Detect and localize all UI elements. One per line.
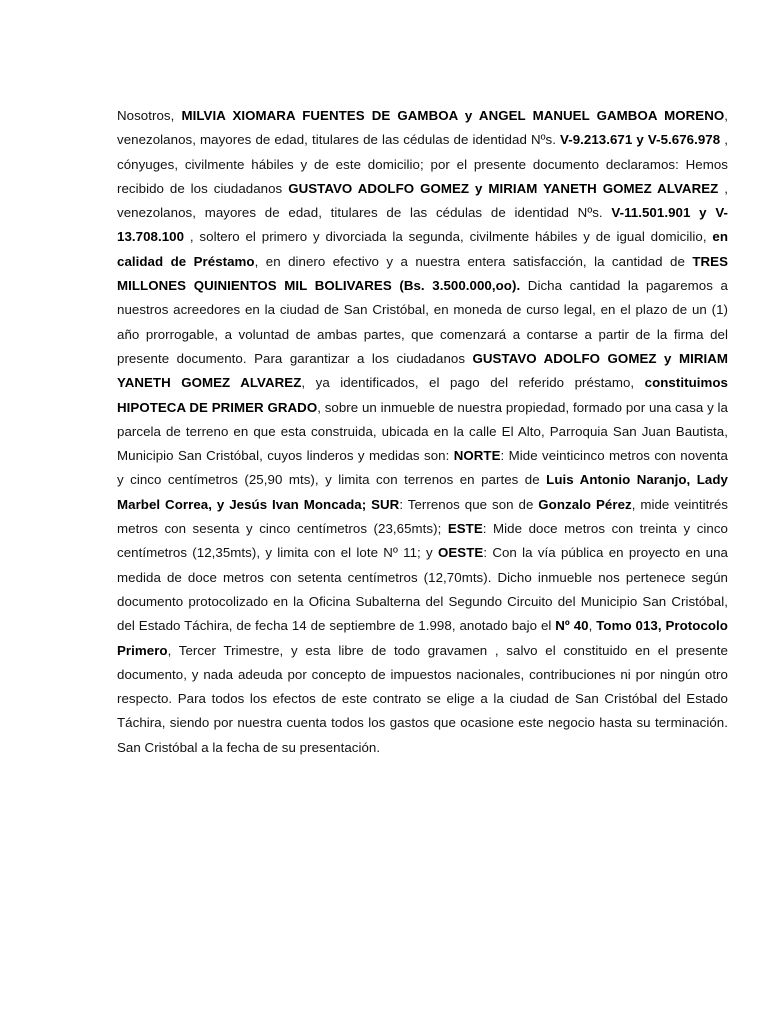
bold-text-segment: GUSTAVO ADOLFO GOMEZ y MIRIAM YANETH GOMEZ ALVAREZ <box>288 180 719 196</box>
text-segment: : Mide doce metros con treinta y cinco centímetros (12,35mts), y limita con el lote Nº 11; y <box>117 521 728 561</box>
bold-text-segment: Luis Antonio Naranjo, Lady Marbel Correa, y Jesús Ivan Moncada; SUR <box>117 472 728 512</box>
text-segment: , cónyuges, civilmente hábiles y de este domicilio; por el presente documento declaramos: Hemos recibido de los ciudadanos <box>117 132 728 196</box>
text-segment: , venezolanos, mayores de edad, titulares de las cédulas de identidad Nºs. <box>117 108 728 148</box>
text-segment: , sobre un inmueble de nuestra propiedad, formado por una casa y la parcela de terreno en que esta construida, ubicada en la calle El Alto, Parroquia San Juan Bautista, Municipio San Cristóbal, cuyos linderos y medidas son: <box>117 399 728 464</box>
bold-text-segment: constituimos HIPOTECA DE PRIMER GRADO <box>117 375 728 415</box>
text-segment: : Terrenos que son de <box>399 496 539 512</box>
document-body <box>117 104 728 760</box>
bold-text-segment: V-9.213.671 y V-5.676.978 <box>560 132 721 148</box>
text-segment: : Mide veinticinco metros con noventa y cinco centímetros (25,90 mts), y limita con terrenos en partes de <box>117 448 728 488</box>
bold-text-segment: NORTE <box>453 448 501 464</box>
text-segment: , venezolanos, mayores de edad, titulares de las cédulas de identidad Nºs. <box>117 180 728 221</box>
bold-text-segment: V-11.501.901 y V-13.708.100 <box>117 205 728 245</box>
bold-text-segment: OESTE <box>437 545 484 561</box>
bold-text-segment: Gonzalo Pérez <box>538 496 632 512</box>
bold-text-segment: Tomo 013, Protocolo Primero <box>117 618 728 658</box>
bold-text-segment: ESTE <box>447 521 483 537</box>
bold-text-segment: Nº 40 <box>555 618 589 634</box>
bold-text-segment: en calidad de Préstamo <box>117 229 728 269</box>
text-segment: , mide veintitrés metros con sesenta y cinco centímetros (23,65mts); <box>117 496 728 537</box>
text-segment: , <box>588 618 597 634</box>
bold-text-segment: TRES MILLONES QUINIENTOS MIL BOLIVARES (Bs. 3.500.000,oo). <box>117 253 728 294</box>
text-segment: , en dinero efectivo y a nuestra entera satisfacción, la cantidad de <box>254 253 693 269</box>
text-segment: : Con la vía pública en proyecto en una medida de doce metros con setenta centímetros (12,70mts). Dicho inmueble nos pertenece según documento protocolizado en la Oficina Subalterna del Segundo Circuito del Municipio San Cristóbal, del Estado Táchira, de fecha 14 de septiembre de 1.998, anotado bajo el <box>117 545 728 634</box>
bold-text-segment: GUSTAVO ADOLFO GOMEZ y MIRIAM YANETH GOMEZ ALVAREZ <box>117 350 728 391</box>
text-segment: , Tercer Trimestre, y esta libre de todo gravamen , salvo el constituido en el presente documento, y nada adeuda por concepto de impuestos nacionales, contribuciones ni por ningún otro respecto. Para todos los efectos de este contrato se elige a la ciudad de San Cristóbal del Estado Táchira, siendo por nuestra cuenta todos los gastos que ocasione este negocio hasta su terminación. San Cristóbal a la fecha de su presentación. <box>117 642 728 755</box>
bold-text-segment: MILVIA XIOMARA FUENTES DE GAMBOA y ANGEL MANUEL GAMBOA MORENO <box>181 108 725 123</box>
text-segment: Dicha cantidad la pagaremos a nuestros acreedores en la ciudad de San Cristóbal, en moneda de curso legal, en el plazo de un (1) año prorrogable, a voluntad de ambas partes, que comenzará a contarse a partir de la firma del presente documento. Para garantizar a los ciudadanos <box>117 278 728 366</box>
text-segment: Nosotros, <box>117 108 182 123</box>
text-segment: , ya identificados, el pago del referido préstamo, <box>301 375 645 391</box>
text-segment: , soltero el primero y divorciada la segunda, civilmente hábiles y de igual domicilio, <box>184 229 713 245</box>
